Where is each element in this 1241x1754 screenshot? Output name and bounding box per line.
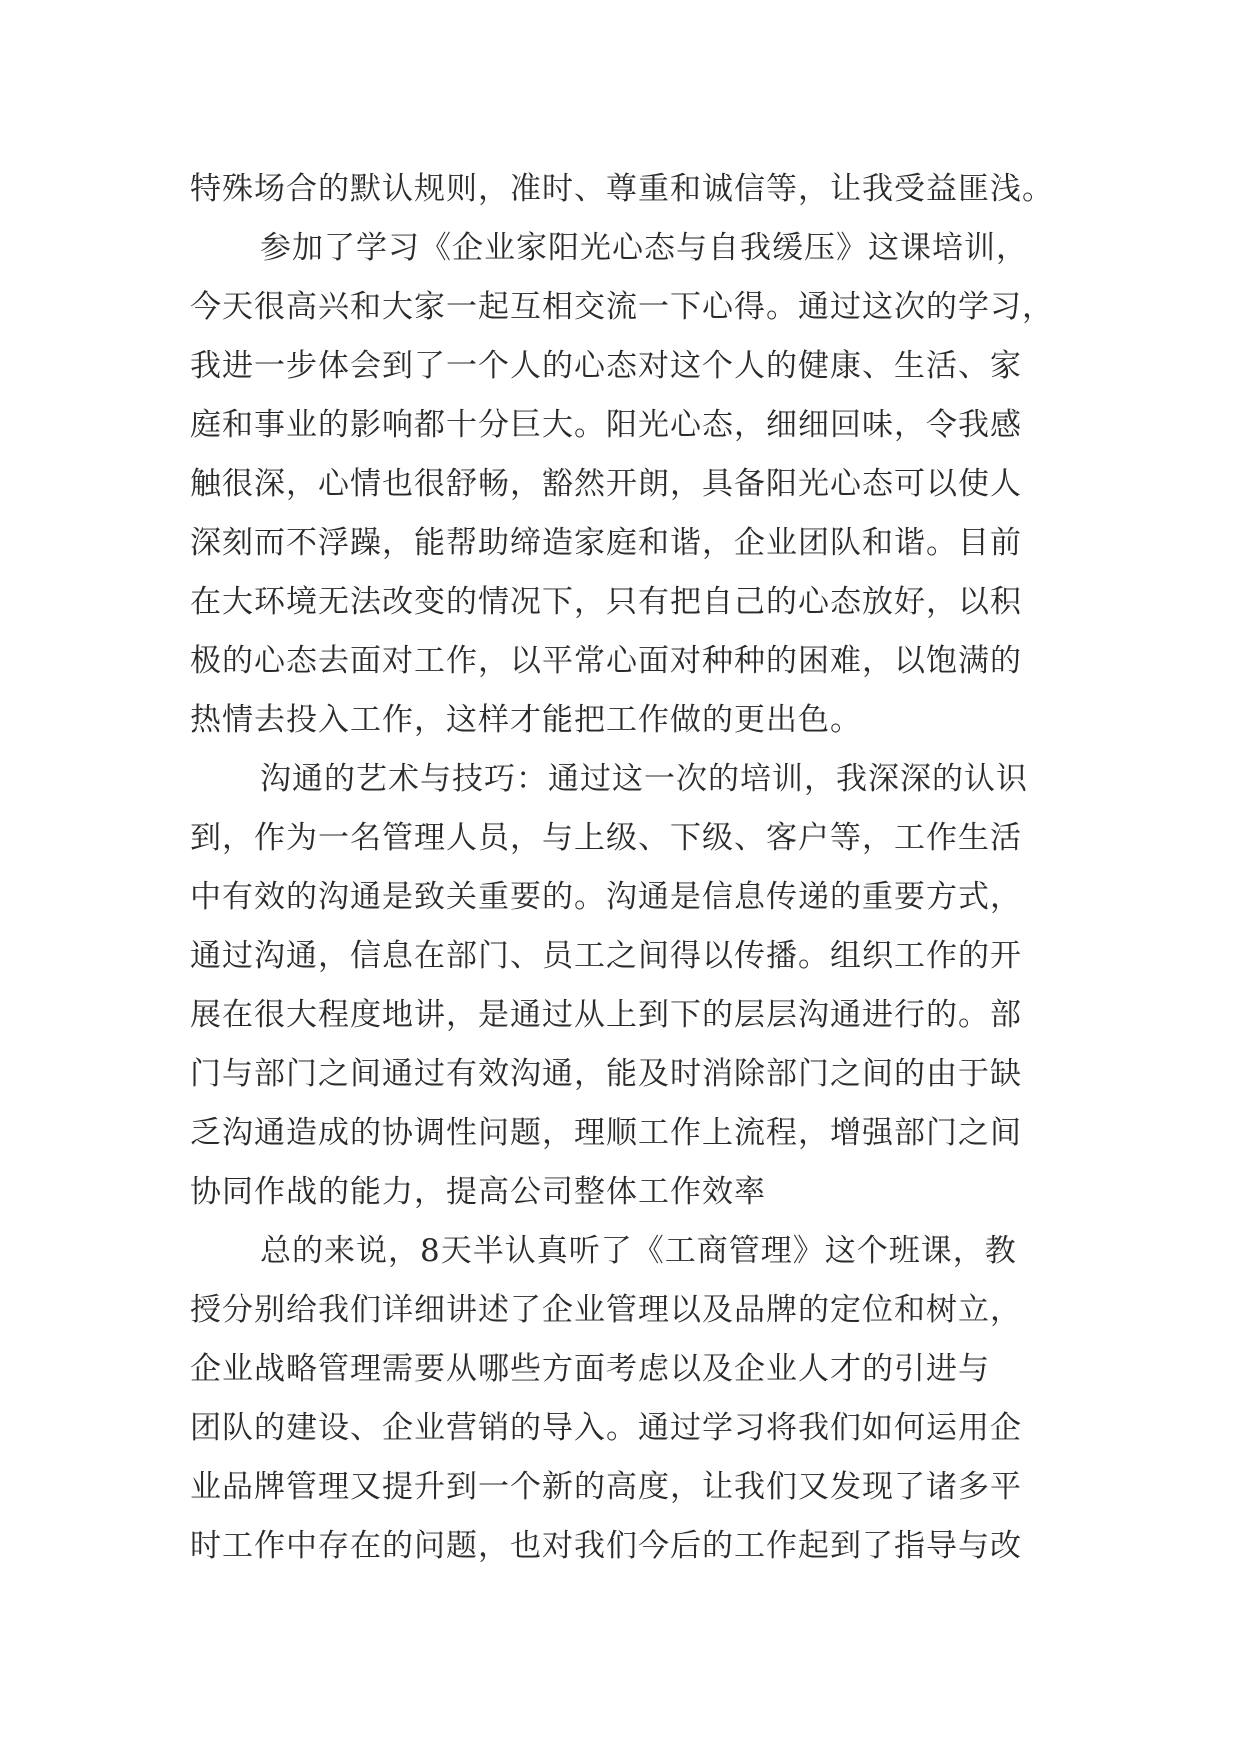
- text-line: 时工作中存在的问题，也对我们今后的工作起到了指导与改: [190, 1528, 1022, 1564]
- text-line: 协同作战的能力，提高公司整体工作效率: [190, 1174, 766, 1210]
- text-line: 极的心态去面对工作，以平常心面对种种的困难，以饱满的: [190, 643, 1022, 679]
- text-line: 业品牌管理又提升到一个新的高度，让我们又发现了诸多平: [190, 1469, 1022, 1505]
- text-line: 门与部门之间通过有效沟通，能及时消除部门之间的由于缺: [190, 1056, 1022, 1092]
- text-line: 中有效的沟通是致关重要的。沟通是信息传递的重要方式，: [190, 879, 1022, 915]
- text-line: 在大环境无法改变的情况下，只有把自己的心态放好，以积: [190, 584, 1022, 620]
- text-line: 到，作为一名管理人员，与上级、下级、客户等，工作生活: [190, 820, 1022, 856]
- text-line: 今天很高兴和大家一起互相交流一下心得。通过这次的学习，: [190, 289, 1054, 325]
- text-line: 授分别给我们详细讲述了企业管理以及品牌的定位和树立，: [190, 1292, 1022, 1328]
- paragraph-start-line: 总的来说，8天半认真听了《工商管理》这个班课，教: [260, 1233, 1017, 1269]
- text-line: 企业战略管理需要从哪些方面考虑以及企业人才的引进与: [190, 1351, 990, 1387]
- paragraph-start-line: 参加了学习《企业家阳光心态与自我缓压》这课培训，: [260, 230, 1028, 266]
- text-line: 我进一步体会到了一个人的心态对这个人的健康、生活、家: [190, 348, 1022, 384]
- text-line: 团队的建设、企业营销的导入。通过学习将我们如何运用企: [190, 1410, 1022, 1446]
- text-line: 庭和事业的影响都十分巨大。阳光心态，细细回味，令我感: [190, 407, 1022, 443]
- text-line: 特殊场合的默认规则，准时、尊重和诚信等，让我受益匪浅。: [190, 171, 1054, 207]
- paragraph-start-line: 沟通的艺术与技巧：通过这一次的培训，我深深的认识: [260, 761, 1028, 797]
- text-line: 乏沟通造成的协调性问题，理顺工作上流程，增强部门之间: [190, 1115, 1022, 1151]
- text-line: 深刻而不浮躁，能帮助缔造家庭和谐，企业团队和谐。目前: [190, 525, 1022, 561]
- text-line: 热情去投入工作，这样才能把工作做的更出色。: [190, 702, 862, 738]
- text-line: 触很深，心情也很舒畅，豁然开朗，具备阳光心态可以使人: [190, 466, 1022, 502]
- body-text: [190, 160, 1090, 1576]
- text-line: 展在很大程度地讲，是通过从上到下的层层沟通进行的。部: [190, 997, 1022, 1033]
- text-line: 通过沟通，信息在部门、员工之间得以传播。组织工作的开: [190, 938, 1022, 974]
